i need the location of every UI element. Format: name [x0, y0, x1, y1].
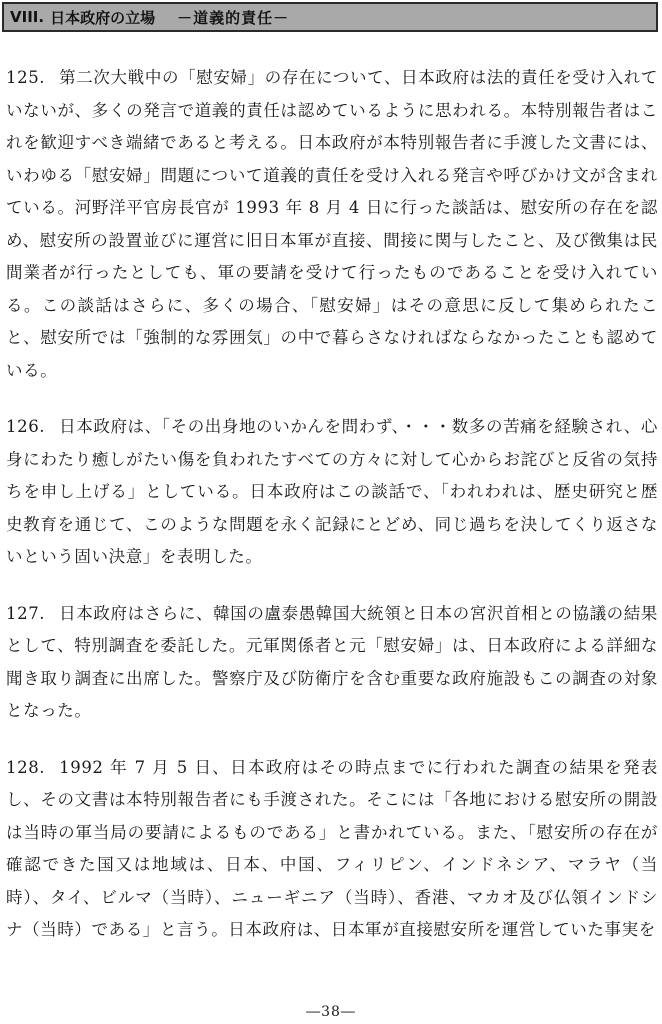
- section-number: VIII.: [10, 8, 45, 26]
- page-number: ―38―: [306, 1004, 356, 1020]
- paragraph-128: [6, 752, 658, 947]
- paragraph-number: 128.: [6, 757, 46, 777]
- paragraph-125: [6, 62, 658, 387]
- paragraph-text: 日本政府はさらに、韓国の盧泰愚韓国大統領と日本の宮沢首相との協議の結果として、特別調査を委託した。元軍関係者と元「慰安婦」は、日本政府による詳細な聞き取り調査に出席した。警察庁及び防衛庁を含む重要な政府施設もこの調査の対象となった。: [6, 603, 658, 720]
- paragraph-text: 1992 年 7 月 5 日、日本政府はその時点までに行われた調査の結果を発表し、その文書は本特別報告者にも手渡された。そこには「各地における慰安所の開設は当時の軍当局の要請によるものである」と書かれている。また、「慰安所の存在が確認できた国又は地域は、日本、中国、フィリピン、インドネシア、マラヤ（当時）、タイ、ビルマ（当時）、ニューギニア（当時）、香港、マカオ及び仏領インドシナ（当時）である」と言う。日本政府は、日本軍が直接慰安所を運営していた事実を: [6, 757, 658, 939]
- paragraph-number: 127.: [6, 603, 46, 623]
- section-header: [2, 2, 658, 32]
- paragraph-number: 126.: [6, 417, 46, 436]
- paragraph-number: 125.: [6, 68, 46, 87]
- paragraph-text: 第二次大戦中の「慰安婦」の存在について、日本政府は法的責任を受け入れていないが、多くの発言で道義的責任は認めているように思われる。本特別報告者はこれを歓迎すべき端緒であると考える。日本政府が本特別報告者に手渡した文書には、いわゆる「慰安婦」問題について道義的責任を受け入れる発言や呼びかけ文が含まれている。河野洋平官房長官が 1993 年 8 月 4 日に行った談話は、慰安所の存在を認め、慰安所の設置並びに運営に旧日本軍が直接、間接に関与したこと、及び徴集は民間業者が行ったとしても、軍の要請を受けて行ったものであることを受け入れている。この談話はさらに、多くの場合、「慰安婦」はその意思に反して集められたこと、慰安所では「強制的な雰囲気」の中で暮らさなければならなかったことも認めている。: [6, 68, 658, 380]
- document-body: [6, 62, 658, 971]
- section-title: 日本政府の立場: [50, 8, 156, 27]
- paragraph-127: [6, 598, 658, 728]
- paragraph-text: 日本政府は、「その出身地のいかんを問わず、・・・数多の苦痛を経験され、心身にわたり癒しがたい傷を負われたすべての方々に対して心からお詫びと反省の気持ちを申し上げる」としている。日本政府はこの談話で、「われわれは、歴史研究と歴史教育を通じて、このような問題を永く記録にとどめ、同じ過ちを決してくり返さないという固い決意」を表明した。: [6, 417, 658, 566]
- section-subtitle: －道義的責任－: [177, 8, 290, 27]
- paragraph-126: [6, 411, 658, 574]
